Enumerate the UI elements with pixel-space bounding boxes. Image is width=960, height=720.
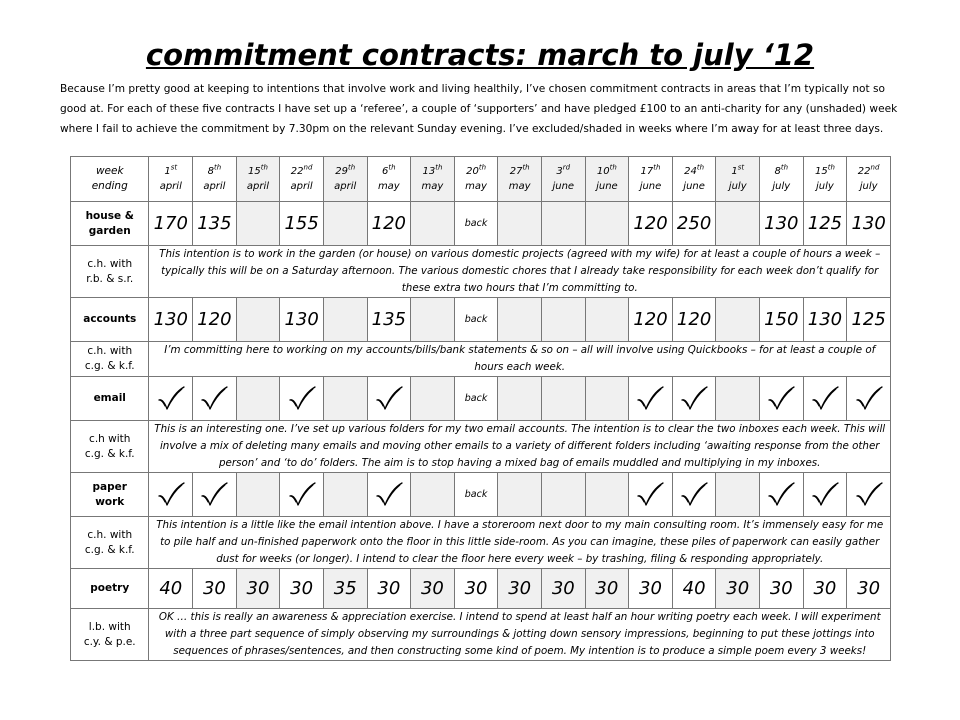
week-value-cell: 135 [367, 298, 411, 342]
checkmark-icon [854, 481, 884, 509]
week-day: 22 [290, 166, 304, 177]
contract-detail-row-email [71, 421, 891, 473]
contract-detail-row-house-garden [71, 246, 891, 298]
contract-label-line1: poetry [90, 582, 130, 594]
week-day-suffix: th [696, 163, 705, 172]
contract-description: This intention is to work in the garden (or house) on various domestic projects (agreed with my wife) for at least a couple of hours a week – typically this will be on a Saturday afternoon. The various domestic chores that I already take responsibility for each week don’t qualify for these extra two hours that I’m committing to. [149, 246, 891, 298]
supporters-line: c.g. & k.f. [84, 543, 135, 556]
contract-people [71, 246, 149, 298]
week-value-cell: 30 [847, 569, 891, 609]
week-header [847, 157, 891, 202]
week-day: 27 [509, 166, 523, 177]
week-header [498, 157, 542, 202]
week-month: june [552, 181, 575, 192]
contract-row-house-garden [71, 202, 891, 246]
week-tick-cell [367, 473, 411, 517]
checkmark-icon [287, 385, 317, 413]
week-value-cell: 30 [367, 569, 411, 609]
checkmark-icon [766, 385, 796, 413]
week-tick-cell [847, 473, 891, 517]
week-value-cell: 30 [716, 569, 760, 609]
supporters-line: c.g. & k.f. [84, 360, 135, 372]
checkmark-icon [679, 385, 709, 413]
week-empty-cell [498, 377, 542, 421]
week-tick-cell [149, 377, 193, 421]
week-day-suffix: st [170, 163, 178, 172]
contract-description: I’m committing here to working on my accounts/bills/bank statements & so on – all will involve using Quickbooks – for at least a couple of hours each week. [149, 342, 891, 377]
week-back-cell: back [454, 473, 498, 517]
week-value-cell: 120 [672, 298, 716, 342]
contract-detail-row-accounts [71, 342, 891, 377]
checkmark-icon [199, 481, 229, 509]
week-month: may [377, 181, 400, 192]
supporters-line: c.y. & p.e. [83, 635, 136, 648]
week-value-cell: 30 [760, 569, 804, 609]
week-value-cell: 40 [149, 569, 193, 609]
week-value-cell: 130 [149, 298, 193, 342]
week-tick-cell [367, 377, 411, 421]
contract-label-line1: house & [85, 209, 134, 222]
week-empty-cell [585, 298, 629, 342]
week-label-line2: ending [91, 180, 128, 192]
contract-detail-row-paper-work [71, 517, 891, 569]
week-empty-cell [585, 473, 629, 517]
table-body [71, 157, 891, 661]
week-label-line1: week [95, 165, 124, 177]
week-day-suffix: th [435, 163, 443, 172]
week-day-suffix: th [348, 163, 356, 172]
week-value-cell: 130 [760, 202, 804, 246]
week-header [716, 157, 760, 202]
week-value-cell: 30 [193, 569, 237, 609]
week-tick-cell [280, 473, 324, 517]
contract-row-paper-work [71, 473, 891, 517]
contract-label-line2: garden [88, 224, 131, 237]
week-day: 15 [814, 166, 828, 177]
week-tick-cell [803, 377, 847, 421]
week-tick-cell [629, 377, 673, 421]
checkmark-icon [374, 481, 404, 509]
week-empty-cell [411, 473, 455, 517]
contract-label-line1: email [93, 392, 126, 404]
checkmark-icon [854, 385, 884, 413]
week-tick-cell [149, 473, 193, 517]
week-day-suffix: th [609, 163, 617, 172]
week-tick-cell [193, 473, 237, 517]
week-value-cell: 30 [803, 569, 847, 609]
week-value-cell: 30 [236, 569, 280, 609]
week-empty-cell [585, 377, 629, 421]
week-empty-cell [716, 473, 760, 517]
week-month: may [508, 181, 531, 192]
week-month: april [290, 181, 313, 192]
week-day: 29 [335, 166, 348, 177]
week-empty-cell [236, 377, 280, 421]
week-day: 22 [857, 166, 871, 177]
contract-people [71, 421, 149, 473]
week-tick-cell [629, 473, 673, 517]
week-empty-cell [541, 377, 585, 421]
contract-label-line1: accounts [83, 313, 137, 325]
week-month: may [465, 181, 487, 192]
week-month: june [683, 181, 705, 192]
week-empty-cell [236, 202, 280, 246]
commitment-table [70, 156, 891, 661]
week-empty-cell [411, 298, 455, 342]
week-empty-cell [323, 473, 367, 517]
week-value-cell: 130 [803, 298, 847, 342]
week-empty-cell [498, 473, 542, 517]
week-empty-cell [716, 202, 760, 246]
intro-paragraph: Because I’m pretty good at keeping to intentions that involve work and living healthily, I’ve chosen commitment contracts in areas that I’m typically not so good at. For each of these five contracts I have set up a ‘referee’, a couple of ‘supporters’ and have pledged £100 to an anti-charity for any (unshaded) week where I fail to achieve the commitment by 7.30pm on the relevant Sunday evening. I’ve excluded/shaded in weeks where I’m away for at least three days. [60, 83, 898, 135]
checkmark-icon [679, 481, 709, 509]
week-month: april [246, 181, 270, 192]
week-tick-cell [280, 377, 324, 421]
referee-line: c.h. with [87, 345, 133, 357]
week-month: april [203, 181, 226, 192]
week-day: 3 [556, 166, 563, 177]
supporters-line: c.g. & k.f. [84, 447, 135, 460]
checkmark-icon [810, 385, 840, 413]
week-header [411, 157, 455, 202]
referee-line: l.b. with [88, 620, 131, 633]
week-empty-cell [323, 202, 367, 246]
week-value-cell: 30 [411, 569, 455, 609]
week-header [672, 157, 716, 202]
week-month: july [816, 181, 834, 192]
week-month: june [639, 181, 662, 192]
week-tick-cell [193, 377, 237, 421]
week-day: 17 [640, 166, 654, 177]
week-empty-cell [541, 202, 585, 246]
checkmark-icon [635, 481, 665, 509]
week-day-suffix: th [827, 163, 835, 172]
week-back-cell: back [454, 202, 498, 246]
week-value-cell: 130 [280, 298, 324, 342]
week-empty-cell [411, 202, 455, 246]
week-month: june [596, 181, 618, 192]
week-month: july [728, 181, 747, 192]
week-value-cell: 30 [541, 569, 585, 609]
week-empty-cell [585, 202, 629, 246]
week-header [236, 157, 280, 202]
week-day: 8 [207, 166, 214, 177]
week-day: 20 [466, 166, 479, 177]
week-value-cell: 120 [629, 202, 673, 246]
page-title: commitment contracts: march to july ‘12 [145, 38, 815, 72]
week-header [760, 157, 804, 202]
checkmark-icon [199, 385, 229, 413]
week-day-suffix: th [213, 163, 222, 172]
checkmark-icon [287, 481, 317, 509]
contract-row-poetry [71, 569, 891, 609]
week-header [629, 157, 673, 202]
contract-row-accounts [71, 298, 891, 342]
week-header [585, 157, 629, 202]
checkmark-icon [156, 481, 186, 509]
contract-label [71, 473, 149, 517]
contract-detail-row-poetry [71, 609, 891, 661]
week-tick-cell [672, 473, 716, 517]
week-value-cell: 120 [193, 298, 237, 342]
week-tick-cell [803, 473, 847, 517]
contract-description: This is an interesting one. I’ve set up various folders for my two email accounts. The intention is to clear the two inboxes each week. This will involve a mix of deleting many emails and moving other emails to a variety of different folders including ‘awaiting response from the other person’ and ‘to do’ folders. The aim is to stop having a mixed bag of emails muddled and multiplying in my inboxes. [149, 421, 891, 473]
week-tick-cell [760, 377, 804, 421]
week-empty-cell [236, 473, 280, 517]
referee-line: c.h. with [87, 528, 133, 541]
week-header [193, 157, 237, 202]
week-day: 1 [731, 166, 738, 177]
week-value-cell: 30 [454, 569, 498, 609]
week-header [367, 157, 411, 202]
contract-people [71, 342, 149, 377]
week-tick-cell [672, 377, 716, 421]
week-header [323, 157, 367, 202]
week-empty-cell [323, 298, 367, 342]
week-value-cell: 30 [498, 569, 542, 609]
checkmark-icon [810, 481, 840, 509]
week-day-suffix: th [653, 163, 661, 172]
week-value-cell: 120 [367, 202, 411, 246]
week-day-suffix: th [522, 163, 530, 172]
week-empty-cell [716, 298, 760, 342]
contract-label-line2: work [95, 495, 125, 508]
contract-label [71, 377, 149, 421]
week-day-suffix: th [260, 163, 268, 172]
contract-row-email [71, 377, 891, 421]
week-tick-cell [847, 377, 891, 421]
week-back-cell: back [454, 298, 498, 342]
week-value-cell: 130 [847, 202, 891, 246]
week-ending-header [71, 157, 149, 202]
contract-label [71, 569, 149, 609]
week-empty-cell [411, 377, 455, 421]
week-day: 15 [248, 166, 261, 177]
week-empty-cell [541, 298, 585, 342]
week-value-cell: 135 [193, 202, 237, 246]
week-empty-cell [236, 298, 280, 342]
checkmark-icon [156, 385, 186, 413]
week-header [280, 157, 324, 202]
week-month: april [159, 181, 182, 192]
contract-label-line1: paper [92, 480, 127, 493]
checkmark-icon [374, 385, 404, 413]
week-value-cell: 40 [672, 569, 716, 609]
contract-people [71, 609, 149, 661]
week-header [149, 157, 193, 202]
week-day-suffix: th [478, 163, 487, 172]
checkmark-icon [635, 385, 665, 413]
contract-description: This intention is a little like the email intention above. I have a storeroom next door to my main consulting room. It’s immensely easy for me to pile half and un-finished paperwork onto the floor in this little side-room. As you can imagine, these piles of paperwork can easily gather dust for weeks (or longer). I intend to clear the floor here every week – by trashing, filing & responding appropriately. [149, 517, 891, 569]
week-month: may [421, 181, 444, 192]
week-empty-cell [498, 298, 542, 342]
week-day-suffix: nd [870, 163, 880, 172]
week-value-cell: 125 [847, 298, 891, 342]
week-month: july [859, 181, 878, 192]
week-day-suffix: nd [303, 163, 313, 172]
week-day-suffix: th [780, 163, 789, 172]
week-empty-cell [541, 473, 585, 517]
week-value-cell: 170 [149, 202, 193, 246]
week-month: july [772, 181, 791, 192]
week-empty-cell [498, 202, 542, 246]
week-value-cell: 35 [323, 569, 367, 609]
week-value-cell: 30 [280, 569, 324, 609]
supporters-line: r.b. & s.r. [86, 272, 134, 285]
week-day-suffix: rd [562, 163, 571, 172]
contract-label [71, 298, 149, 342]
checkmark-icon [766, 481, 796, 509]
week-day: 13 [422, 166, 436, 177]
contract-label [71, 202, 149, 246]
week-day: 1 [164, 166, 171, 177]
week-day: 6 [382, 166, 389, 177]
week-tick-cell [760, 473, 804, 517]
week-value-cell: 150 [760, 298, 804, 342]
week-month: april [334, 181, 357, 192]
week-day: 10 [596, 166, 610, 177]
week-value-cell: 155 [280, 202, 324, 246]
contract-description: OK … this is really an awareness & appreciation exercise. I intend to spend at least half an hour writing poetry each week. I will experiment with a three part sequence of simply observing my surroundings & jotting down sensory impressions, beginning to put these jottings into sequences of phrases/sentences, and then constructing some kind of poem. My intention is to produce a simple poem every 3 weeks! [149, 609, 891, 661]
week-empty-cell [716, 377, 760, 421]
week-header [541, 157, 585, 202]
week-value-cell: 250 [672, 202, 716, 246]
week-header [803, 157, 847, 202]
week-day: 24 [684, 166, 697, 177]
week-back-cell: back [454, 377, 498, 421]
week-header [454, 157, 498, 202]
referee-line: c.h. with [87, 257, 133, 270]
week-value-cell: 125 [803, 202, 847, 246]
week-empty-cell [323, 377, 367, 421]
week-value-cell: 120 [629, 298, 673, 342]
week-value-cell: 30 [629, 569, 673, 609]
week-day-suffix: th [388, 163, 396, 172]
referee-line: c.h with [89, 432, 131, 445]
header-row [71, 157, 891, 202]
week-value-cell: 30 [585, 569, 629, 609]
week-day: 8 [774, 166, 781, 177]
week-day-suffix: st [737, 163, 745, 172]
contract-people [71, 517, 149, 569]
